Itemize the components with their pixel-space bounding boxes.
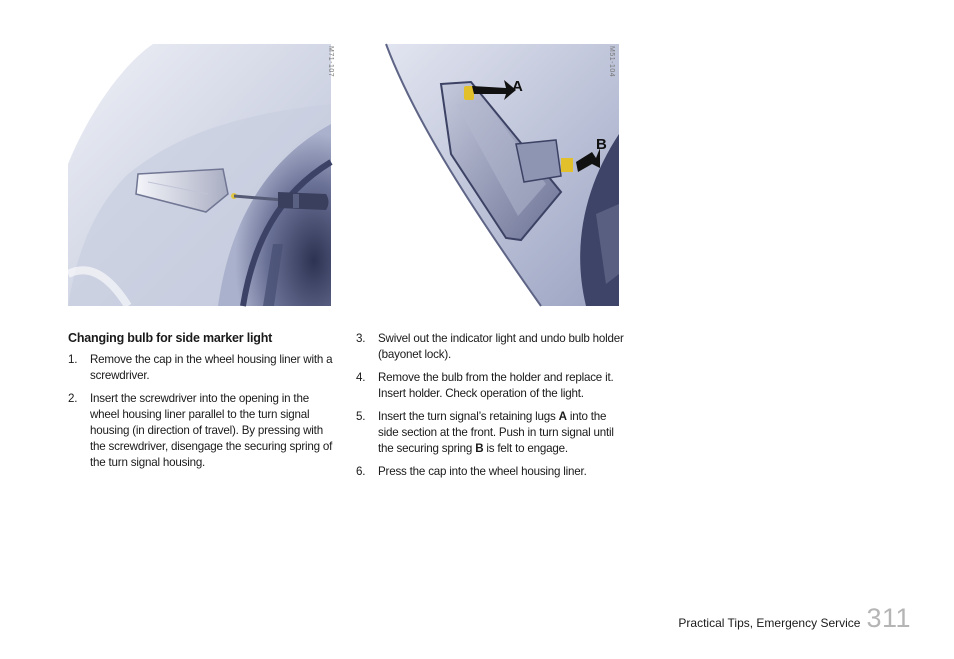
figure-lamp-retaining-lugs: [356, 44, 619, 306]
step-text: Swivel out the indicator light and undo bulb holder (bayonet lock).: [378, 332, 624, 361]
footer-section-title: Practical Tips, Emergency Service: [678, 616, 861, 630]
step-4: [356, 370, 626, 402]
callout-ref-a: A: [558, 410, 567, 423]
step-text: Press the cap into the wheel housing liner.: [378, 465, 587, 478]
step-text: Insert the turn signal’s retaining lugs A into the side section at the front. Push in turn signal until the securing spring B is felt to engage.: [378, 410, 614, 455]
step-number: 4.: [356, 371, 366, 384]
step-text: Remove the cap in the wheel housing liner with a screwdriver.: [90, 353, 333, 382]
illustration-fender-screwdriver: [68, 44, 331, 306]
step-number: 3.: [356, 332, 366, 345]
figure-code: M51-104: [608, 46, 615, 78]
instructions-left-column: [68, 330, 338, 478]
step-text: Remove the bulb from the holder and replace it. Insert holder. Check operation of the light.: [378, 371, 614, 400]
steps-list-left: [68, 352, 338, 471]
step-5: [356, 409, 626, 457]
illustration-lamp-swivel: [356, 44, 619, 306]
step-number: 1.: [68, 353, 78, 366]
step-number: 5.: [356, 410, 366, 423]
step-2: [68, 391, 338, 471]
instructions-right-column: [356, 331, 626, 487]
step-1: [68, 352, 338, 384]
callout-ref-b: B: [475, 442, 484, 455]
step-text: Insert the screwdriver into the opening in the wheel housing liner parallel to the turn signal housing (in direction of travel). By pressing with the screwdriver, disengage the securing spring of the turn signal housing.: [90, 392, 333, 469]
section-heading: Changing bulb for side marker light: [68, 331, 273, 345]
callout-label-a: A: [512, 78, 523, 95]
step-6: [356, 464, 626, 480]
step-number: 2.: [68, 392, 78, 405]
step-3: [356, 331, 626, 363]
figure-screwdriver-marker-light: [68, 44, 334, 306]
page-footer: [678, 603, 911, 634]
figure-code: M71-107: [327, 46, 334, 78]
step-number: 6.: [356, 465, 366, 478]
callout-label-b: B: [596, 136, 607, 153]
steps-list-right: [356, 331, 626, 480]
page-number: 311: [866, 603, 911, 633]
